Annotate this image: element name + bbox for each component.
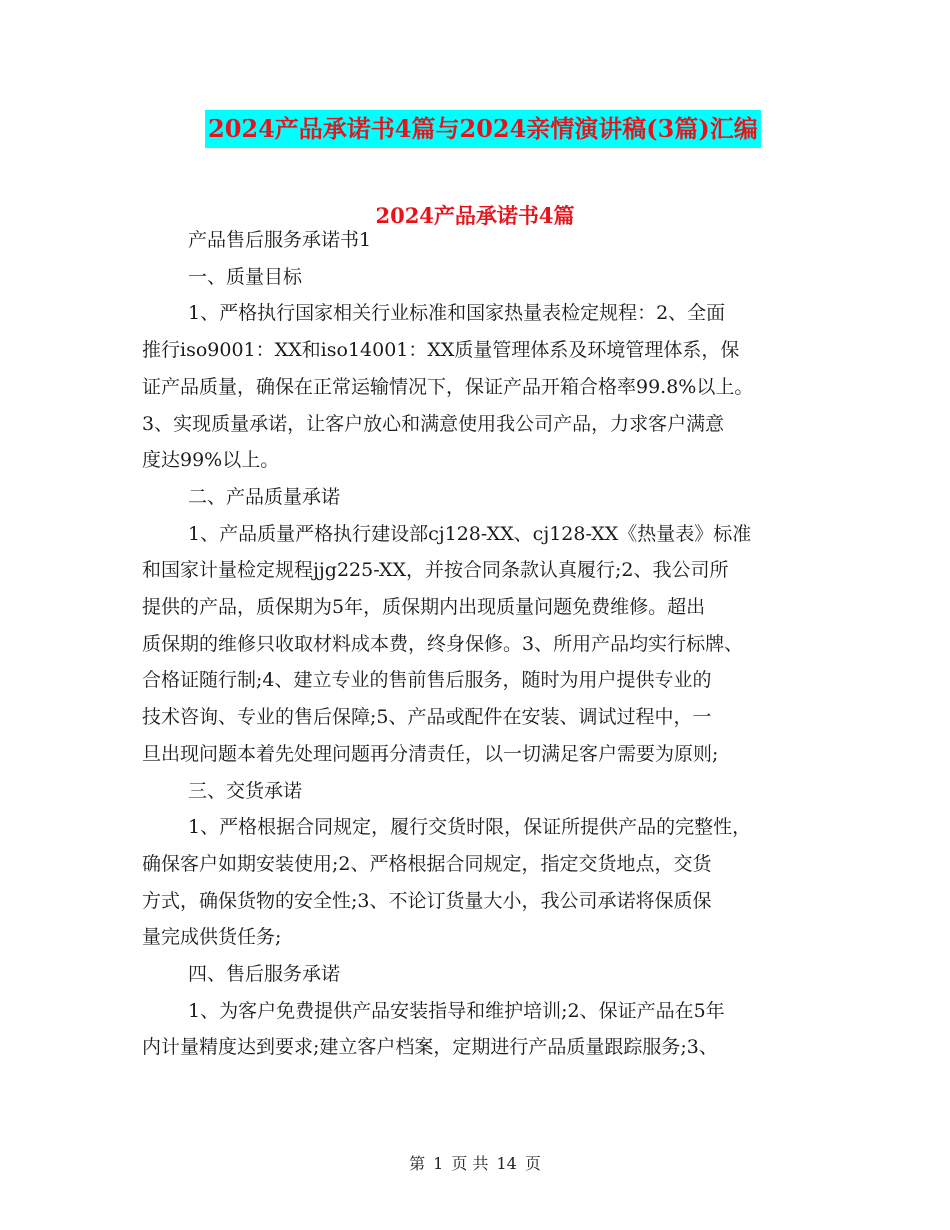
document-title: 2024产品承诺书4篇与2024亲情演讲稿(3篇)汇编 <box>205 110 761 148</box>
paragraph-line: 和国家计量检定规程jjg225-XX，并按合同条款认真履行;2、我公司所 <box>142 559 729 582</box>
paragraph-line: 推行iso9001：XX和iso14001：XX质量管理体系及环境管理体系，保 <box>142 339 740 362</box>
page-mid: 页 共 <box>451 1154 489 1173</box>
paragraph-line: 1、严格执行国家相关行业标准和国家热量表检定规程：2、全面 <box>188 302 726 325</box>
paragraph-line: 度达99%以上。 <box>142 449 280 472</box>
paragraph-line: 技术咨询、专业的售后保障;5、产品或配件在安装、调试过程中，一 <box>142 706 712 729</box>
paragraph-line: 一、质量目标 <box>188 265 303 288</box>
paragraph-line: 旦出现问题本着先处理问题再分清责任，以一切满足客户需要为原则; <box>142 742 719 765</box>
paragraph-line: 3、实现质量承诺，让客户放心和满意使用我公司产品，力求客户满意 <box>142 412 725 435</box>
paragraph-line: 1、为客户免费提供产品安装指导和维护培训;2、保证产品在5年 <box>188 999 725 1022</box>
paragraph-line: 1、产品质量严格执行建设部cj128-XX、cj128-XX《热量表》标准 <box>188 522 752 545</box>
page-total: 14 <box>496 1154 517 1173</box>
paragraph-line: 证产品质量，确保在正常运输情况下，保证产品开箱合格率99.8%以上。 <box>142 375 754 398</box>
paragraph-line: 内计量精度达到要求;建立客户档案，定期进行产品质量跟踪服务;3、 <box>142 1036 718 1059</box>
page-suffix: 页 <box>524 1154 541 1173</box>
paragraph-line: 产品售后服务承诺书1 <box>188 229 372 251</box>
section-title: 2024产品承诺书4篇 <box>375 203 575 228</box>
paragraph-line: 量完成供货任务; <box>142 926 282 949</box>
paragraph-line: 四、售后服务承诺 <box>188 963 341 986</box>
page-prefix: 第 <box>409 1154 426 1173</box>
paragraph-line: 确保客户如期安装使用;2、严格根据合同规定，指定交货地点，交货 <box>142 852 712 875</box>
paragraph-line: 质保期的维修只收取材料成本费，终身保修。3、所用产品均实行标牌、 <box>142 632 744 655</box>
page-number: 1 <box>433 1154 444 1173</box>
paragraph-line: 方式，确保货物的安全性;3、不论订货量大小，我公司承诺将保质保 <box>142 889 712 912</box>
paragraph-line: 合格证随行制;4、建立专业的售前售后服务，随时为用户提供专业的 <box>142 669 712 692</box>
paragraph-line: 三、交货承诺 <box>188 779 303 802</box>
paragraph-line: 提供的产品，质保期为5年，质保期内出现质量问题免费维修。超出 <box>142 596 706 619</box>
document-body <box>142 222 822 1066</box>
page-footer <box>0 1150 950 1178</box>
paragraph-line: 二、产品质量承诺 <box>188 485 341 508</box>
paragraph-line: 1、严格根据合同规定，履行交货时限，保证所提供产品的完整性， <box>188 816 752 839</box>
